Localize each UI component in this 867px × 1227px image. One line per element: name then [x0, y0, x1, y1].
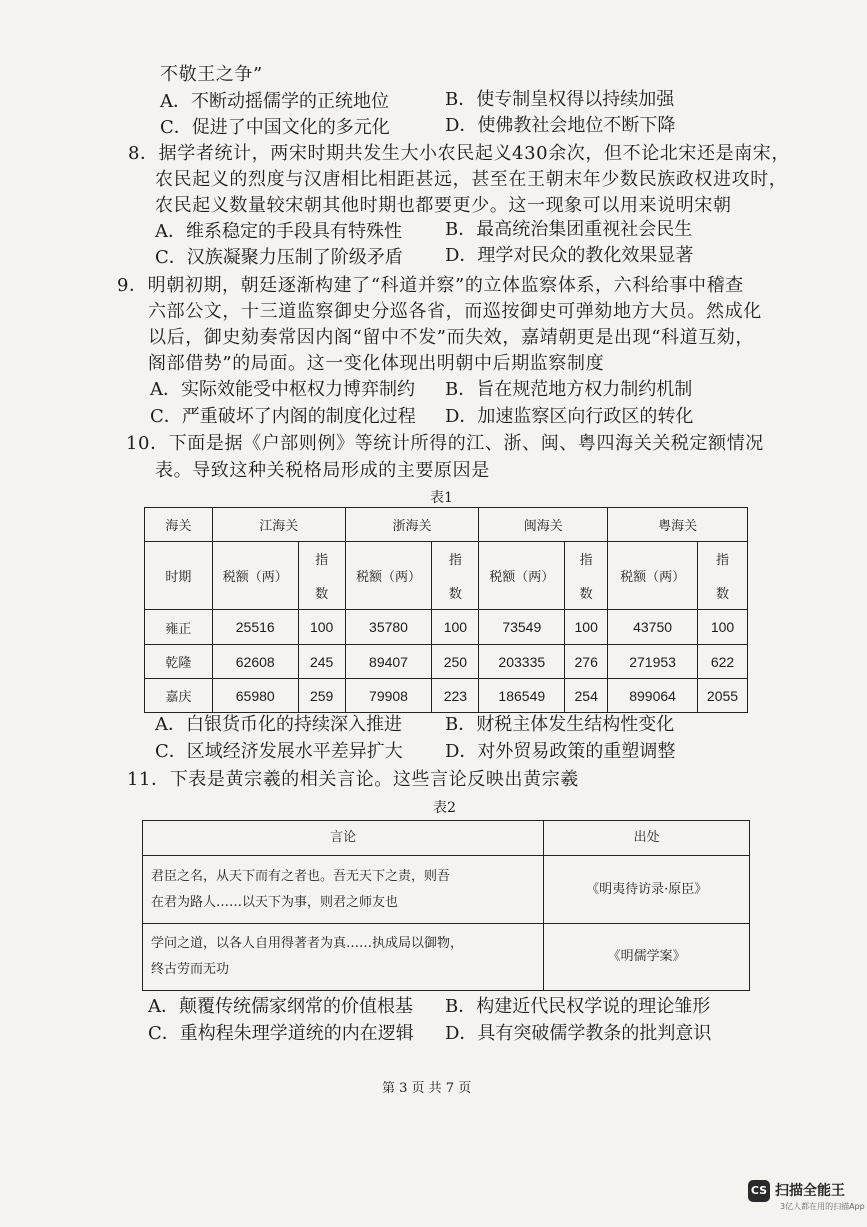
- corner-header-customs: 海关: [145, 508, 213, 542]
- tax-cell: 65980: [212, 679, 298, 713]
- subheader-index: 指 数: [698, 542, 748, 610]
- tax-cell: 899064: [608, 679, 698, 713]
- tax-cell: 62608: [212, 645, 298, 679]
- subheader-index: 指 数: [432, 542, 479, 610]
- index-cell: 250: [432, 645, 479, 679]
- scanner-brand-name: 扫描全能王: [775, 1183, 845, 1199]
- q9-option-a: A．实际效能受中枢权力博弈制约: [150, 379, 415, 400]
- q8-stem-line2: 农民起义的烈度与汉唐相比相距甚远，甚至在王朝末年少数民族政权进攻时，: [155, 169, 788, 190]
- table1-caption: 表1: [430, 490, 453, 506]
- q11-option-d: D．具有突破儒学教条的批判意识: [445, 1023, 712, 1044]
- tax-cell: 79908: [345, 679, 432, 713]
- index-cell: 622: [698, 645, 748, 679]
- q11-option-c: C．重构程朱理学道统的内在逻辑: [148, 1023, 414, 1044]
- index-cell: 245: [298, 645, 345, 679]
- quote-cell: 学问之道，以各人自用得著者为真……执成局以御物， 终古劳而无功: [143, 924, 544, 991]
- q10-stem-line2: 表。导致这种关税格局形成的主要原因是: [155, 460, 490, 481]
- subheader-index: 指 数: [298, 542, 345, 610]
- q11-option-b: B．构建近代民权学说的理论雏形: [445, 996, 711, 1017]
- page-footer: 第 3 页 共 7 页: [382, 1081, 472, 1096]
- q10-stem-line1: 10．下面是据《户部则例》等统计所得的江、浙、闽、粤四海关关税定额情况: [126, 433, 764, 454]
- header-source: 出处: [544, 821, 750, 856]
- table2-caption: 表2: [433, 800, 456, 816]
- quote-cell: 君臣之名，从天下而有之者也。吾无天下之责，则吾 在君为路人……以天下为事，则君之师友也: [143, 856, 544, 924]
- q8-stem-line3: 农民起义数量较宋朝其他时期也都要更少。这一现象可以用来说明宋朝: [155, 195, 732, 216]
- index-cell: 259: [298, 679, 345, 713]
- source-cell: 《明夷待访录·原臣》: [544, 856, 750, 924]
- header-zhe-customs: 浙海关: [345, 508, 479, 542]
- table-row: [143, 856, 750, 924]
- q8-stem-line1: 8．据学者统计，两宋时期共发生大小农民起义430余次，但不论北宋还是南宋，: [128, 143, 791, 164]
- index-cell: 2055: [698, 679, 748, 713]
- index-cell: 100: [432, 610, 479, 645]
- tax-cell: 43750: [608, 610, 698, 645]
- q10-option-c: C．区域经济发展水平差异扩大: [155, 741, 403, 762]
- scanner-logo-icon: CS: [748, 1180, 770, 1202]
- q9-option-d: D．加速监察区向行政区的转化: [445, 406, 694, 427]
- tax-cell: 35780: [345, 610, 432, 645]
- period-cell: 乾隆: [145, 645, 213, 679]
- subheader-tax: 税额（两）: [479, 542, 565, 610]
- customs-tax-table: [144, 507, 748, 713]
- subheader-tax: 税额（两）: [345, 542, 432, 610]
- q7-stem-tail: 不敬王之争”: [160, 64, 263, 85]
- subheader-index: 指 数: [565, 542, 608, 610]
- header-jiang-customs: 江海关: [212, 508, 345, 542]
- q10-option-b: B．财税主体发生结构性变化: [445, 714, 675, 735]
- corner-header-period: 时期: [145, 542, 213, 610]
- index-cell: 254: [565, 679, 608, 713]
- table-row: [145, 679, 748, 713]
- index-cell: 100: [298, 610, 345, 645]
- table-row: [145, 610, 748, 645]
- q7-option-b: B．使专制皇权得以持续加强: [445, 89, 675, 110]
- q9-stem-line4: 阁部借势”的局面。这一变化体现出明朝中后期监察制度: [148, 353, 605, 374]
- tax-cell: 271953: [608, 645, 698, 679]
- table-row: [145, 645, 748, 679]
- source-cell: 《明儒学案》: [544, 924, 750, 991]
- subheader-tax: 税额（两）: [608, 542, 698, 610]
- q9-option-c: C．严重破坏了内阁的制度化过程: [150, 406, 416, 427]
- q9-stem-line2: 六部公文，十三道监察御史分巡各省，而巡按御史可弹劾地方大员。然成化: [148, 301, 762, 322]
- huang-zongxi-quotes-table: [142, 820, 750, 991]
- q7-option-c: C．促进了中国文化的多元化: [160, 117, 390, 138]
- q11-stem-line1: 11．下表是黄宗羲的相关言论。这些言论反映出黄宗羲: [127, 769, 579, 790]
- index-cell: 276: [565, 645, 608, 679]
- index-cell: 223: [432, 679, 479, 713]
- q9-stem-line1: 9．明朝初期，朝廷逐渐构建了“科道并察”的立体监察体系，六科给事中稽查: [117, 275, 744, 296]
- index-cell: 100: [698, 610, 748, 645]
- q7-option-a: A．不断动摇儒学的正统地位: [160, 91, 389, 112]
- scanner-brand-tagline: 3亿人都在用的扫描App: [780, 1202, 865, 1211]
- period-cell: 雍正: [145, 610, 213, 645]
- subheader-tax: 税额（两）: [212, 542, 298, 610]
- q9-option-b: B．旨在规范地方权力制约机制: [445, 379, 693, 400]
- header-yue-customs: 粤海关: [608, 508, 748, 542]
- header-min-customs: 闽海关: [479, 508, 608, 542]
- q10-option-d: D．对外贸易政策的重塑调整: [445, 741, 676, 762]
- index-cell: 100: [565, 610, 608, 645]
- period-cell: 嘉庆: [145, 679, 213, 713]
- q8-option-a: A．维系稳定的手段具有特殊性: [155, 221, 402, 242]
- q9-stem-line3: 以后，御史劾奏常因内阁“留中不发”而失效，嘉靖朝更是出现“科道互劾，: [148, 327, 755, 348]
- tax-cell: 25516: [212, 610, 298, 645]
- table-row: [143, 924, 750, 991]
- q8-option-d: D．理学对民众的教化效果显著: [445, 245, 694, 266]
- header-quote: 言论: [143, 821, 544, 856]
- tax-cell: 203335: [479, 645, 565, 679]
- tax-cell: 186549: [479, 679, 565, 713]
- q7-option-d: D．使佛教社会地位不断下降: [445, 115, 676, 136]
- q8-option-b: B．最高统治集团重视社会民生: [445, 219, 693, 240]
- q10-option-a: A．白银货币化的持续深入推进: [155, 714, 402, 735]
- q8-option-c: C．汉族凝聚力压制了阶级矛盾: [155, 247, 403, 268]
- tax-cell: 73549: [479, 610, 565, 645]
- q11-option-a: A．颠覆传统儒家纲常的价值根基: [148, 996, 413, 1017]
- tax-cell: 89407: [345, 645, 432, 679]
